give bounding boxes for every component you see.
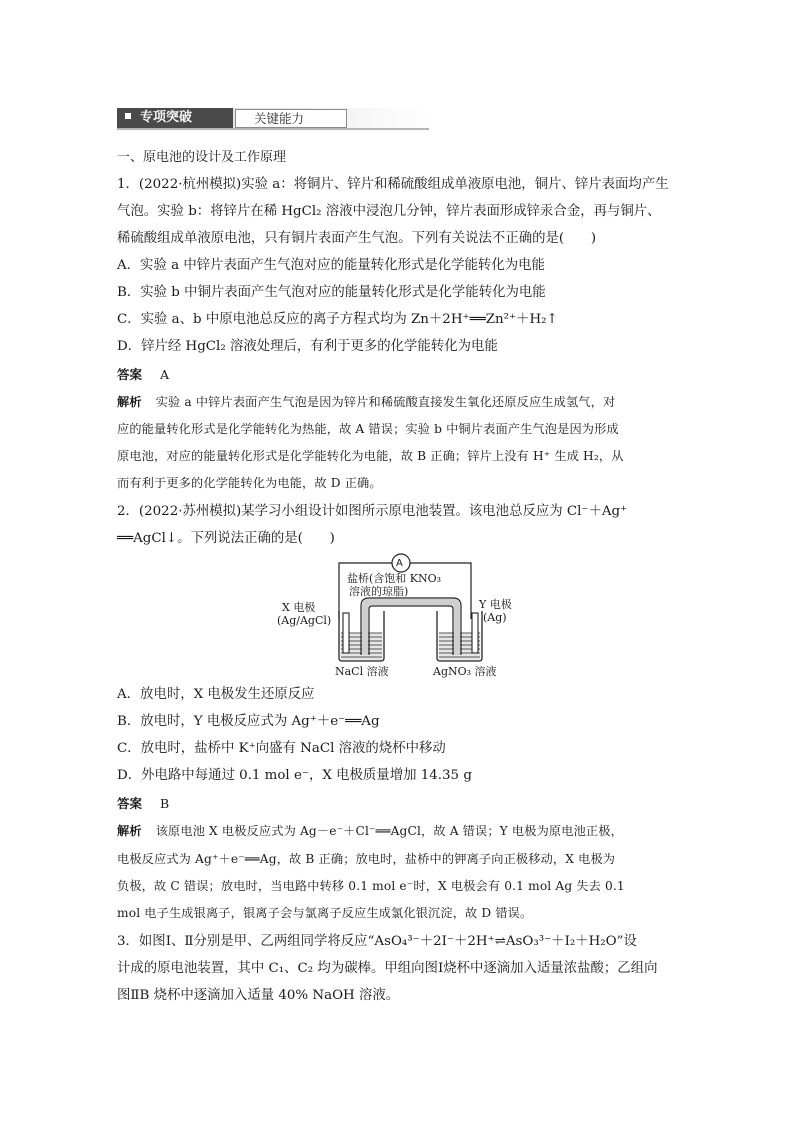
q2-stem-line: 2．(2022·苏州模拟)某学习小组设计如图所示原电池装置。该电池总反应为 Cl⁻＋Ag⁺ — [117, 504, 628, 519]
right-solution-label: AgNO₃ 溶液 — [433, 665, 497, 678]
banner-section — [117, 108, 233, 128]
explanation-text: 实验 a 中锌片表面产生气泡是因为锌片和稀硫酸直接发生氧化还原反应生成氢气，对 — [155, 395, 616, 409]
q1-stem-line: 稀硫酸组成单液原电池，只有铜片表面产生气泡。下列有关说法不正确的是( ) — [117, 231, 597, 246]
q2-option-c: C．放电时，盐桥中 K⁺向盛有 NaCl 溶液的烧杯中移动 — [117, 741, 446, 756]
banner-section-label: 专项突破 — [140, 110, 193, 125]
q2-explanation-line: mol 电子生成银离子，银离子会与氯离子反应生成氯化银沉淀，故 D 错误。 — [117, 906, 533, 920]
answer-label: 答案 — [117, 796, 143, 811]
answer-value: A — [160, 367, 170, 382]
x-electrode-label: X 电极 — [282, 601, 316, 614]
q1-option-a: A．实验 a 中锌片表面产生气泡对应的能量转化形式是化学能转化为电能 — [117, 258, 545, 273]
q1-explanation-line: 应的能量转化形式是化学能转化为热能，故 A 错误；实验 b 中铜片表面产生气泡是因为形成 — [117, 422, 619, 436]
q1-answer — [117, 366, 169, 384]
q2-stem-line: ══AgCl↓。下列说法正确的是( ) — [117, 531, 335, 546]
y-electrode-label: Y 电极 — [479, 598, 512, 611]
left-solution-label: NaCl 溶液 — [335, 665, 389, 678]
salt-bridge-label: 盐桥(含饱和 KNO₃ — [347, 572, 442, 585]
q1-option-c: C．实验 a、b 中原电池总反应的离子方程式均为 Zn＋2H⁺══Zn²⁺＋H₂↑ — [117, 312, 558, 327]
q1-explanation-line: 而有利于更多的化学能转化为电能，故 D 正确。 — [117, 476, 382, 490]
q1-stem-line: 1．(2022·杭州模拟)实验 a：将铜片、锌片和稀硫酸组成单液原电池，铜片、锌片表面均产生 — [117, 177, 669, 192]
q1-option-d: D．锌片经 HgCl₂ 溶液处理后，有利于更多的化学能转化为电能 — [117, 339, 498, 354]
section-banner — [117, 108, 429, 130]
banner-subsection: 关键能力 — [235, 109, 347, 128]
square-bullet-icon — [125, 113, 131, 119]
explanation-label: 解析 — [117, 395, 142, 409]
y-electrode-material-label: (Ag) — [483, 611, 507, 624]
q3-stem-line: 图ⅡB 烧杯中逐滴加入适量 40% NaOH 溶液。 — [117, 988, 400, 1003]
answer-label: 答案 — [117, 367, 143, 382]
explanation-label: 解析 — [117, 824, 142, 838]
q3-stem-line: 计成的原电池装置，其中 C₁、C₂ 均为碳棒。甲组向图Ⅰ烧杯中逐滴加入适量浓盐酸；乙组向 — [117, 961, 658, 976]
x-electrode-material-label: (Ag/AgCl) — [277, 614, 332, 627]
q2-explanation-line — [117, 822, 623, 840]
q2-explanation-line: 负极，故 C 错误；放电时，当电路中转移 0.1 mol e⁻时，X 电极会有 0.1 mol Ag 失去 0.1 — [117, 879, 625, 893]
q3-stem-line: 3．如图Ⅰ、Ⅱ分别是甲、乙两组同学将反应“AsO₄³⁻＋2I⁻＋2H⁺⇌AsO₃³⁻＋I₂＋H₂O”设 — [117, 934, 637, 949]
galvanic-cell-diagram — [277, 551, 512, 681]
q1-stem-line: 气泡。实验 b：将锌片在稀 HgCl₂ 溶液中浸泡几分钟，锌片表面形成锌汞合金，再与铜片、 — [117, 204, 661, 219]
ammeter-label: A — [396, 558, 403, 569]
q1-explanation-line: 原电池，对应的能量转化形式是化学能转化为电能，故 B 正确；锌片上没有 H⁺ 生成 H₂，从 — [117, 449, 624, 463]
y-electrode — [472, 613, 478, 653]
salt-bridge-label: 溶液的琼脂) — [349, 585, 409, 598]
q2-option-a: A．放电时，X 电极发生还原反应 — [117, 687, 315, 702]
explanation-text: 该原电池 X 电极反应式为 Ag－e⁻＋Cl⁻══AgCl，故 A 错误；Y 电极为原电池正极， — [155, 824, 623, 838]
q1-explanation-line — [117, 393, 615, 411]
x-electrode — [343, 613, 349, 653]
q2-answer — [117, 795, 169, 813]
answer-value: B — [160, 796, 170, 811]
q2-option-d: D．外电路中每通过 0.1 mol e⁻，X 电极质量增加 14.35 g — [117, 768, 472, 783]
banner-underline — [117, 128, 429, 130]
q2-explanation-line: 电极反应式为 Ag⁺＋e⁻══Ag，故 B 正确；放电时，盐桥中的钾离子向正极移动，X 电极为 — [117, 852, 616, 866]
q2-option-b: B．放电时，Y 电极反应式为 Ag⁺＋e⁻══Ag — [117, 714, 380, 729]
section-title: 一、原电池的设计及工作原理 — [117, 150, 287, 165]
q1-option-b: B．实验 b 中铜片表面产生气泡对应的能量转化形式是化学能转化为电能 — [117, 285, 546, 300]
